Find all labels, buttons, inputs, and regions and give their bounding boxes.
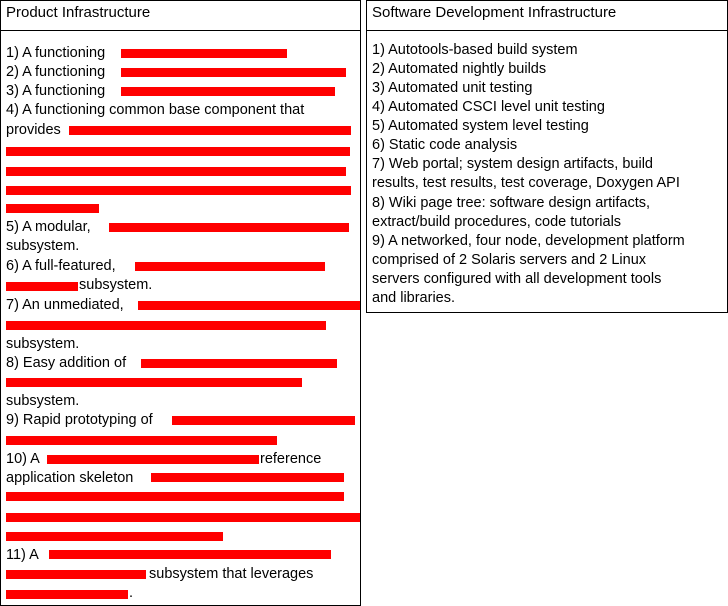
software-item-5: 5) Automated system level testing [372, 118, 589, 134]
product-item-3-text: 3) A functioning [6, 83, 106, 99]
product-item-8-cont: subsystem. [6, 393, 80, 409]
software-development-infrastructure-panel [366, 0, 728, 313]
redaction-bar [121, 49, 287, 58]
product-item-9-text: 9) Rapid prototyping of [6, 412, 153, 428]
software-item-1: 1) Autotools-based build system [372, 42, 578, 58]
product-item-10-cont: application skeleton [6, 470, 134, 486]
redaction-bar [69, 126, 351, 135]
product-item-1-text: 1) A functioning [6, 45, 106, 61]
product-item-10-text: 10) A [6, 451, 40, 467]
redaction-bar [6, 282, 78, 291]
redaction-bar [121, 68, 346, 77]
software-item-4: 4) Automated CSCI level unit testing [372, 99, 605, 115]
product-infrastructure-panel [0, 0, 361, 606]
redaction-bar [6, 513, 360, 522]
product-item-7-cont: subsystem. [6, 336, 80, 352]
software-item-2: 2) Automated nightly builds [372, 61, 547, 77]
redaction-bar [109, 223, 349, 232]
software-item-9: 9) A networked, four node, development platform [372, 233, 685, 249]
product-item-5-cont: subsystem. [6, 238, 80, 254]
redaction-bar [6, 204, 99, 213]
software-item-7-cont: results, test results, test coverage, Doxygen API [372, 175, 680, 191]
redaction-bar [141, 359, 337, 368]
software-title-divider [367, 30, 727, 31]
product-panel-title: Product Infrastructure [6, 4, 151, 21]
product-item-4-cont: provides [6, 122, 61, 138]
redaction-bar [6, 590, 128, 599]
product-item-11-cont: subsystem that leverages [149, 566, 314, 582]
software-panel-title: Software Development Infrastructure [372, 4, 617, 21]
redaction-bar [6, 321, 326, 330]
redaction-bar [47, 455, 259, 464]
redaction-bar [6, 436, 277, 445]
software-item-8-cont: extract/build procedures, code tutorials [372, 214, 622, 230]
software-item-7: 7) Web portal; system design artifacts, build [372, 156, 653, 172]
redaction-bar [121, 87, 335, 96]
redaction-bar [151, 473, 344, 482]
software-item-6: 6) Static code analysis [372, 137, 518, 153]
redaction-bar [138, 301, 360, 310]
redaction-bar [172, 416, 355, 425]
product-item-10-text-b: reference [260, 451, 322, 467]
product-item-7-text: 7) An unmediated, [6, 297, 124, 313]
redaction-bar [6, 167, 346, 176]
redaction-bar [6, 492, 344, 501]
product-item-11-end: . [129, 585, 134, 601]
software-item-9-cont-2: servers configured with all development tools [372, 271, 662, 287]
product-title-divider [1, 30, 360, 31]
product-item-5-text: 5) A modular, [6, 219, 91, 235]
product-item-6-text: 6) A full-featured, [6, 258, 116, 274]
software-item-8: 8) Wiki page tree: software design artifacts, [372, 195, 651, 211]
product-item-6-cont: subsystem. [79, 277, 153, 293]
redaction-bar [49, 550, 331, 559]
product-item-2-text: 2) A functioning [6, 64, 106, 80]
redaction-bar [6, 147, 350, 156]
product-item-11-text: 11) A [6, 547, 39, 563]
product-item-8-text: 8) Easy addition of [6, 355, 127, 371]
redaction-bar [6, 186, 351, 195]
redaction-bar [6, 378, 302, 387]
redaction-bar [6, 532, 223, 541]
product-item-4-text: 4) A functioning common base component that [6, 102, 305, 118]
redaction-bar [135, 262, 325, 271]
software-item-9-cont-3: and libraries. [372, 290, 456, 306]
redaction-bar [6, 570, 146, 579]
software-item-9-cont-1: comprised of 2 Solaris servers and 2 Linux [372, 252, 647, 268]
software-item-3: 3) Automated unit testing [372, 80, 533, 96]
